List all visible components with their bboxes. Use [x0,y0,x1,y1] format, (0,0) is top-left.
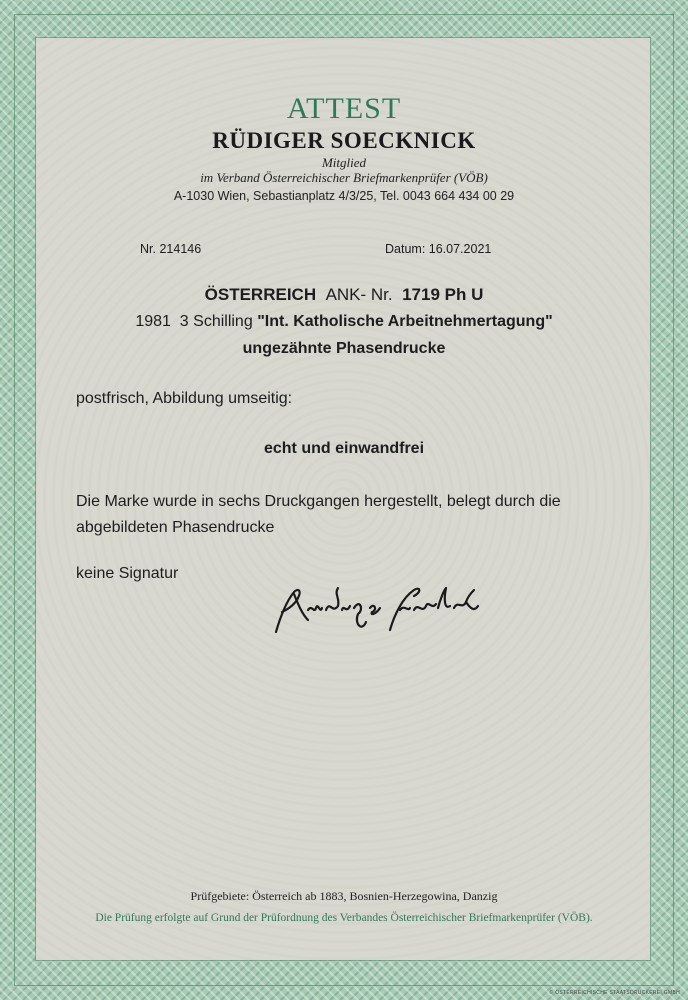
datum-value: 16.07.2021 [428,242,492,256]
verdict [0,440,688,458]
verdict-flawless: und einwandfrei [301,440,425,457]
examination-regulation: Die Prüfung erfolgte auf Grund der Prüfordnung des Verbandes Österreichischer Briefmarkenprüfer (VÖB). [95,912,593,924]
certificate-number [140,242,201,256]
stamp-title: "Int. Katholische Arbeitnehmertagung" [257,313,553,330]
certificate-date [385,242,491,256]
stamp-issue-line [0,313,688,331]
verdict-genuine: echt [263,440,297,457]
catalog-number: 1719 Ph U [402,285,484,304]
stamp-catalog-line [0,285,688,305]
stamp-description: ungezähnte Phasendrucke [242,340,446,357]
examination-areas: Prüfgebiete: Österreich ab 1883, Bosnien-Herzegowina, Danzig [190,889,498,903]
printing-note: Die Marke wurde in sechs Druckgangen hergestellt, belegt durch die abgebildeten Phasendrucke [76,493,561,536]
member-label: Mitglied [321,155,367,170]
printer-imprint: © ÖSTERREICHISCHE STAATSDRUCKEREI GMBH [549,990,680,996]
stamp-year: 1981 [135,313,171,330]
signature-note: keine Signatur [76,565,179,582]
stamp-country: ÖSTERREICH [204,285,317,304]
handwritten-signature [268,580,488,640]
association-name: im Verband Österreichischer Briefmarkenprüfer (VÖB) [200,170,488,185]
nr-label: Nr. [140,242,156,256]
examiner-name: RÜDIGER SOECKNICK [212,128,476,153]
condition-text: postfrisch, Abbildung umseitig: [76,390,293,407]
certificate-title: ATTEST [286,92,402,125]
datum-label: Datum: [385,242,426,256]
catalog-label: ANK- Nr. [325,285,393,304]
nr-value: 214146 [159,242,202,256]
examiner-address: A-1030 Wien, Sebastianplatz 4/3/25, Tel. 0043 664 434 00 29 [173,189,515,203]
stamp-denomination: 3 Schilling [179,313,253,330]
